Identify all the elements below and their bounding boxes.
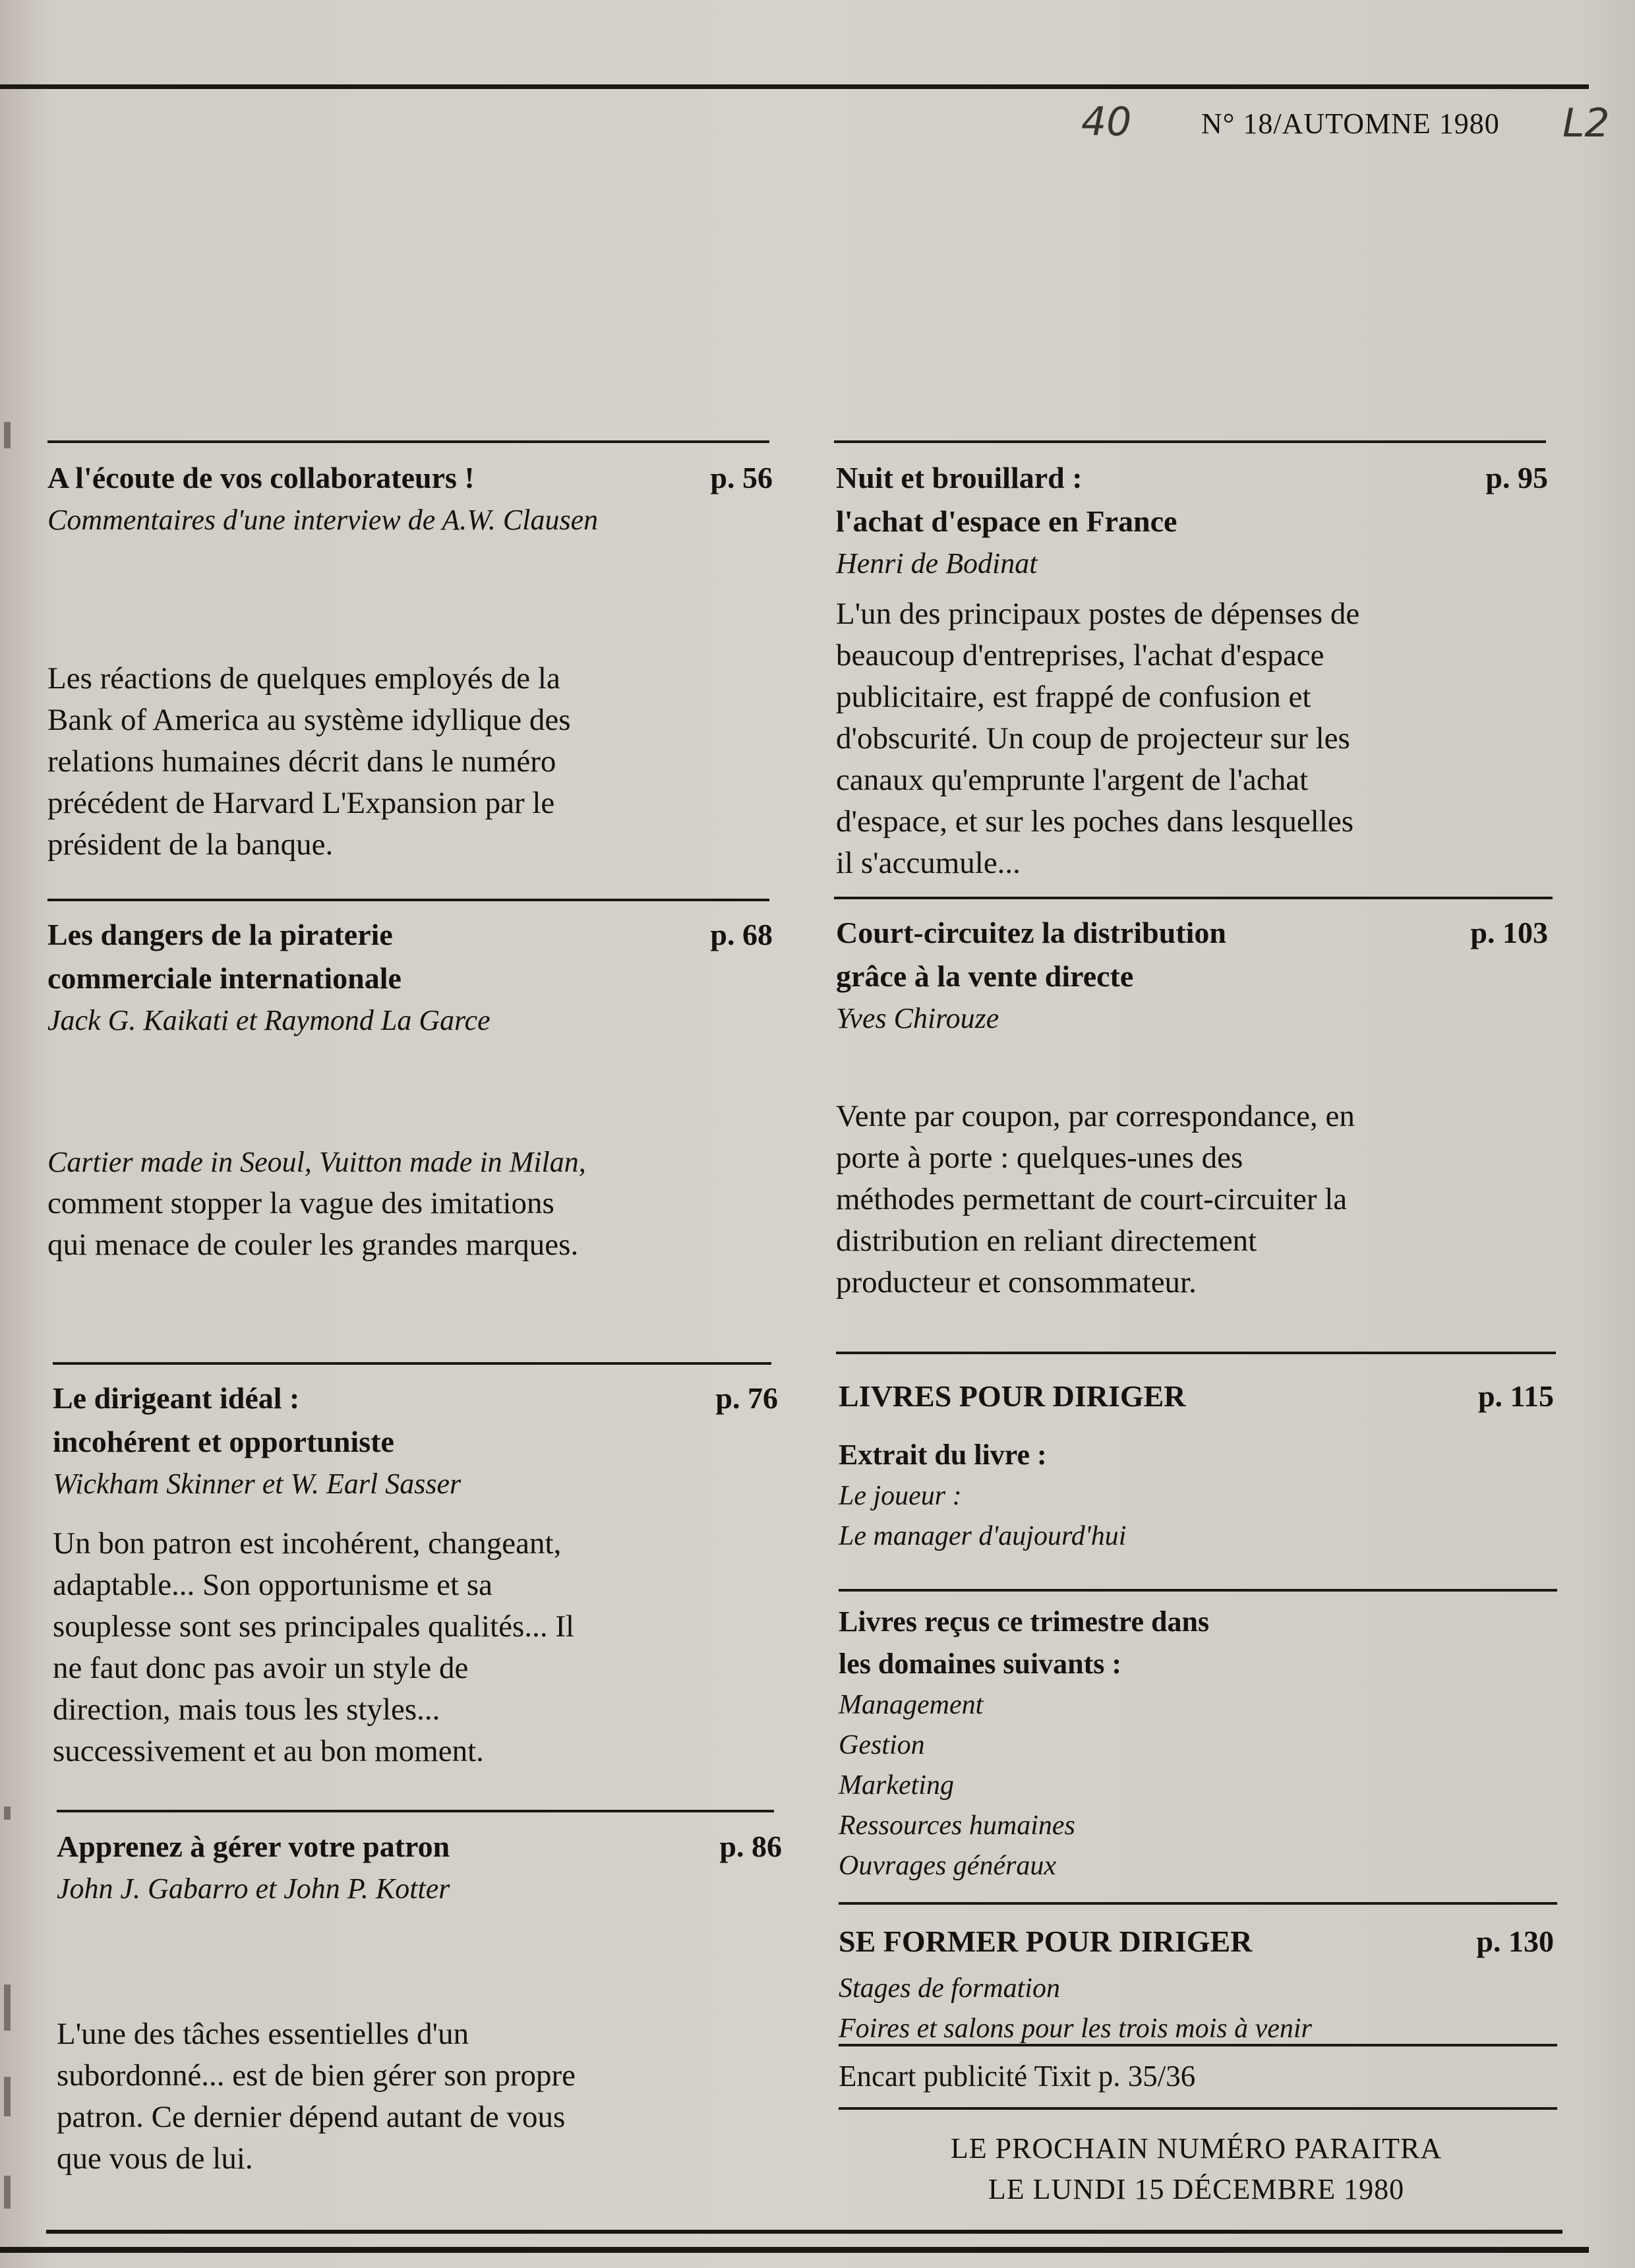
page-number: p. 130 xyxy=(1476,1925,1554,1958)
domaine-item: Ressources humaines xyxy=(839,1810,1075,1841)
show-through-shadow xyxy=(501,277,1226,396)
handwritten-note-right: L2 xyxy=(1562,100,1610,146)
article-clausen xyxy=(47,456,773,866)
page-number: p. 86 xyxy=(719,1830,782,1863)
domaine-item: Marketing xyxy=(839,1770,954,1801)
section-former xyxy=(839,1920,1554,2049)
left-divider-1 xyxy=(47,440,769,443)
article-piraterie xyxy=(47,913,773,1266)
section-livres xyxy=(839,1375,1554,1557)
margin-speck xyxy=(4,2176,11,2209)
article-title[interactable]: Apprenez à gérer votre patron p. 86 xyxy=(57,1825,782,1868)
right-divider-2 xyxy=(834,897,1553,899)
article-author: Wickham Skinner et W. Earl Sasser xyxy=(53,1468,461,1500)
right-divider-7 xyxy=(839,2107,1557,2110)
article-court-circuitez xyxy=(836,911,1548,1303)
margin-speck xyxy=(4,2077,11,2116)
former-item: Stages de formation xyxy=(839,1973,1060,2004)
right-divider-3 xyxy=(836,1352,1556,1354)
right-divider-6 xyxy=(839,2044,1557,2046)
page-number: p. 76 xyxy=(715,1381,778,1415)
section-heading[interactable]: SE FORMER POUR DIRIGER p. 130 xyxy=(839,1920,1554,1963)
page-number: p. 56 xyxy=(710,461,773,494)
article-title[interactable]: Court-circuitez la distribution grâce à la vente directe p. 103 xyxy=(836,911,1548,998)
article-author: Jack G. Kaikati et Raymond La Garce xyxy=(47,1004,490,1036)
left-divider-3 xyxy=(53,1362,771,1365)
domaine-item: Gestion xyxy=(839,1730,925,1760)
article-summary: Un bon patron est incohérent, changeant, adaptable... Son opportunisme et sa souplesse sont ses principales qualités... Il ne faut donc pas avoir un style de direction, mais tous les styles... successivement et au bon moment. xyxy=(53,1526,575,1768)
page-number: p. 68 xyxy=(710,918,773,951)
extrait-item: Le manager d'aujourd'hui xyxy=(839,1521,1127,1551)
extrait-heading: Extrait du livre : xyxy=(839,1439,1047,1471)
former-item: Foires et salons pour les trois mois à venir xyxy=(839,2014,1312,2044)
margin-speck xyxy=(4,1806,11,1820)
domaine-item: Ouvrages généraux xyxy=(839,1851,1057,1881)
page-number: p. 95 xyxy=(1485,461,1548,494)
page-number: p. 103 xyxy=(1470,916,1548,949)
handwritten-note-left: 40 xyxy=(1081,99,1132,145)
page-number: p. 115 xyxy=(1477,1379,1554,1413)
section-heading[interactable]: LIVRES POUR DIRIGER p. 115 xyxy=(839,1375,1554,1418)
article-author: Yves Chirouze xyxy=(836,1002,999,1034)
article-title[interactable]: Les dangers de la piraterie commerciale internationale p. 68 xyxy=(47,913,773,1000)
section-livres-recus xyxy=(839,1601,1554,1886)
article-summary: Cartier made in Seoul, Vuitton made in Milan, comment stopper la vague des imitations qui menace de couler les grandes marques. xyxy=(47,1146,586,1262)
right-divider-4 xyxy=(839,1589,1557,1592)
article-summary: L'un des principaux postes de dépenses de beaucoup d'entreprises, l'achat d'espace publicitaire, est frappé de confusion et d'obscurité. Un coup de projecteur sur les canaux qu'emprunte l'argent de l'achat d'espace, et sur les poches dans lesquelles il s'accumule... xyxy=(836,597,1360,880)
article-summary: Les réactions de quelques employés de la Bank of America au système idyllique des relations humaines décrit dans le numéro précédent de Harvard L'Expansion par le président de la banque. xyxy=(47,661,571,862)
article-author: Commentaires d'une interview de A.W. Clausen xyxy=(47,504,599,536)
domaine-item: Management xyxy=(839,1690,984,1720)
article-dirigeant-ideal xyxy=(53,1377,778,1772)
right-divider-1 xyxy=(834,440,1546,443)
right-divider-5 xyxy=(839,1902,1557,1905)
recus-heading: Livres reçus ce trimestre dans les domaines suivants : xyxy=(839,1605,1210,1680)
article-title[interactable]: Nuit et brouillard : l'achat d'espace en France p. 95 xyxy=(836,456,1548,543)
article-summary: L'une des tâches essentielles d'un subordonné... est de bien gérer son propre patron. Ce dernier dépend autant de vous que vous de lui. xyxy=(57,2017,576,2176)
article-gerer-patron xyxy=(57,1825,782,2180)
article-title[interactable]: A l'écoute de vos collaborateurs ! p. 56 xyxy=(47,456,773,500)
left-divider-4 xyxy=(57,1810,774,1812)
top-rule xyxy=(0,84,1589,89)
article-summary: Vente par coupon, par correspondance, en porte à porte : quelques-unes des méthodes permettant de court-circuiter la distribution en reliant directement producteur et consommateur. xyxy=(836,1099,1355,1299)
article-nuit-brouillard xyxy=(836,456,1548,884)
encart-note: Encart publicité Tixit p. 35/36 xyxy=(839,2060,1196,2093)
bottom-rule xyxy=(0,2247,1589,2253)
left-divider-2 xyxy=(47,899,769,901)
prochain-numero: LE PROCHAIN NUMÉRO PARAITRA LE LUNDI 15 DÉCEMBRE 1980 xyxy=(950,2132,1442,2205)
article-title[interactable]: Le dirigeant idéal : incohérent et opportuniste p. 76 xyxy=(53,1377,778,1464)
margin-speck xyxy=(4,422,11,448)
article-author: John J. Gabarro et John P. Kotter xyxy=(57,1872,450,1905)
extrait-item: Le joueur : xyxy=(839,1481,962,1511)
bottom-rule-top xyxy=(46,2230,1562,2234)
article-author: Henri de Bodinat xyxy=(836,547,1038,580)
issue-label: N° 18/AUTOMNE 1980 xyxy=(1201,107,1500,140)
margin-speck xyxy=(4,1984,11,2031)
